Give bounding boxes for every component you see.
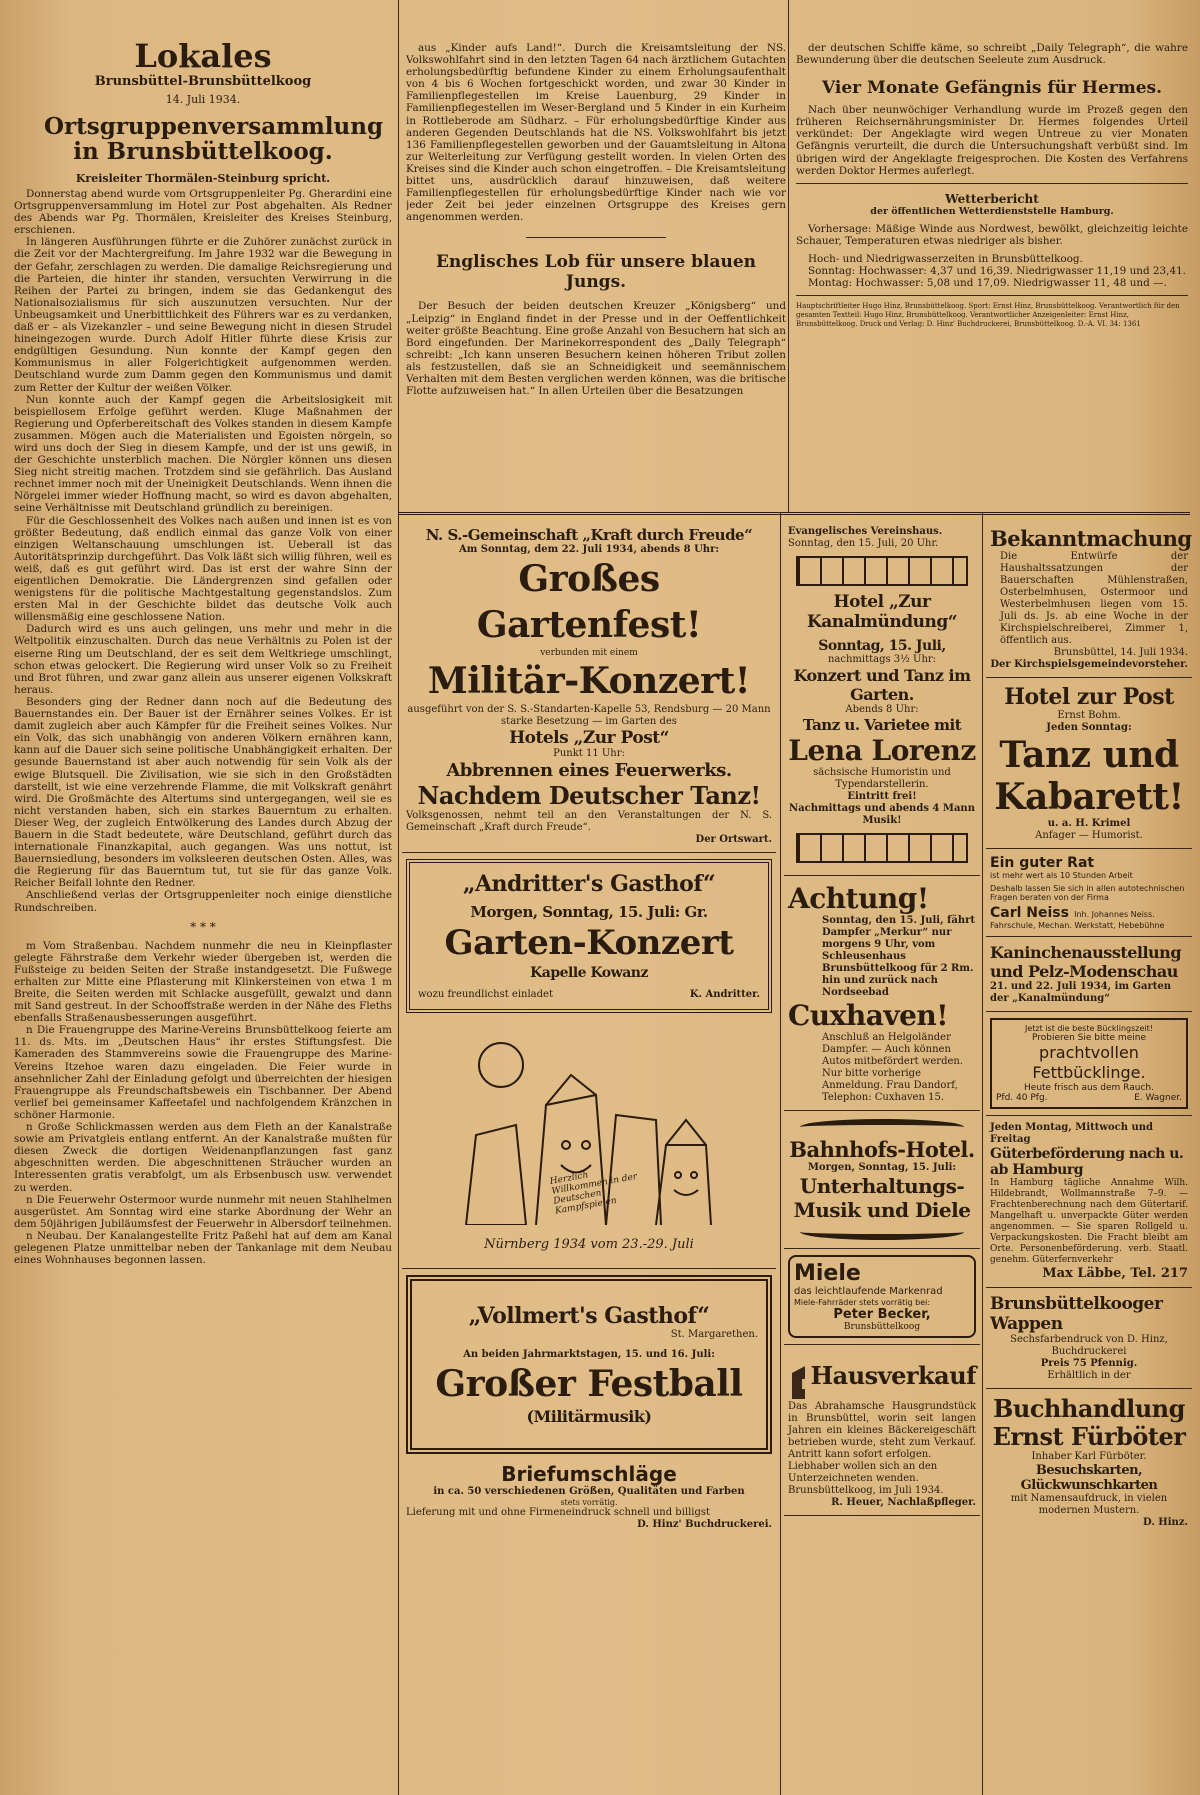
weather-title: Wetterbericht xyxy=(945,191,1039,206)
middle-ads-column xyxy=(402,520,776,1790)
ad-text: Miele-Fahrräder stets vorrätig bei: xyxy=(794,1298,931,1307)
ad-sign: Max Läbbe, Tel. 217 xyxy=(1042,1266,1188,1281)
ad-when: Am Sonntag, dem 22. Juli 1934, abends 8 Uhr: xyxy=(458,544,720,555)
ad-title: Bahnhofs-Hotel. xyxy=(789,1137,975,1162)
illustration-caption: Nürnberg 1934 vom 23.-29. Juli xyxy=(484,1237,694,1252)
ad-title: Großes Gartenfest! xyxy=(476,558,702,646)
ad-text: In Hamburg tägliche Annahme Wilh. Hildebrandt, Wollmannstraße 7–9. — Frachtenberechnung nach dem Gütertarif. Mangelhaft u. unverpackte Güter werden angenommen. — Sie sparen Rollgeld u. Verpackungskosten. Die Fracht bleibt am Orte. Personenbeförderung. verb. Staatl. genehm. Güterfernverkehr xyxy=(990,1178,1188,1265)
nuernberg-illustration xyxy=(402,1019,776,1269)
ornament-arc xyxy=(800,1119,964,1135)
neiss-ad xyxy=(986,849,1192,937)
ad-title: prachtvollen Fettbücklinge. xyxy=(1032,1043,1146,1082)
ad-text: Anschluß an Helgoländer Dampfer. — Auch können Autos mitbefördert werden. Nur bitte vorherige Anmeldung. Frau Dandorf, Telephon: Cuxhaven 15. xyxy=(822,1032,964,1103)
ad-title: Briefumschläge xyxy=(501,1462,677,1486)
ornament-arc xyxy=(800,1224,964,1240)
ad-sub: (Militärmusik) xyxy=(526,1407,652,1426)
ad-owner: Ernst Bohm. xyxy=(1057,710,1121,721)
illustration-greeting: Herzlich Willkommen in der Deutschen Kampfspielen xyxy=(549,1170,638,1217)
news-item: n Die Frauengruppe des Marine-Vereins Brunsbüttelkoog feierte am 11. ds. Mts. im „Deutschen Haus“ ihr erstes Stiftungsfest. Die Kameraden des Stammvereins sowie die Frauengruppe des Marine-Vereins Itzehoe waren dazu eingeladen. Die Feier wurde in ansehnlicher Zahl der Einladung gefolgt und überreichten der hiesigen Frauengruppe als Freundschaftsbeweis ein Tischbanner. Der Abend verlief bei gemeinsamer Kaffeetafel und nachfolgendem Kränzchen in schöner Harmonie. xyxy=(14,1024,392,1121)
ad-sign: Der Kirchspielsgemeindevorsteher. xyxy=(990,659,1188,670)
paragraph: Nun konnte auch der Kampf gegen die Arbeitslosigkeit mit beispiellosem Erfolge geführt werden. Kluge Maßnahmen der Regierung und Opferbereitschaft des Volkes standen in diesem Kampfe zusammen. Mögen auch die Materialisten und Egoisten nörgeln, so wird uns doch der Sieg in diesem Kampfe, und der ist uns gewiß, in der Geschichte unsterblich machen. Die Nörgler können uns diesen Sieg nicht streitig machen. Trotzdem sind sie gefährlich. Das Ausland rechnet immer noch mit der Uneinigkeit Deutschlands. Wenn ihnen die Nörgelei immer wieder Hoffnung macht, so wird es davon abgehalten, seine Verhältnisse mit Deutschland gründlich zu bereinigen. xyxy=(14,393,392,515)
ad-text: ist mehr wert als 10 Stunden Arbeit xyxy=(990,871,1133,880)
ad-text: das leichtlaufende Markenrad xyxy=(794,1286,943,1297)
wappen-ad xyxy=(986,1288,1192,1389)
paragraph: Dadurch wird es uns auch gelingen, uns mehr und mehr in die Weltpolitik einzuschalten. Durch das neue Verhältnis zu Polen ist der eiserne Ring um Deutschland, der es seit dem Weltkriege umschlingt, schon etwas gelockert. Die Regierung wird unser Volk so zu Freiheit und Brot führen, und zwar ganz allein aus unserer eigenen Volkskraft heraus. xyxy=(14,623,392,696)
ad-text: Heute frisch aus dem Rauch. xyxy=(1024,1083,1154,1093)
ad-text: Tanz und Kabarett! xyxy=(994,734,1184,818)
ad-sign: Der Ortswart. xyxy=(695,834,772,845)
tides-monday: Montag: Hochwasser: 5,08 und 17,09. Niedrigwasser 11, 48 und —. xyxy=(808,277,1167,290)
gueterbefoerderung-ad xyxy=(986,1116,1192,1288)
ad-text: Fahrschule, Mechan. Werkstatt, Hebebühne xyxy=(990,921,1165,930)
ad-text: Abbrennen eines Feuerwerks. xyxy=(446,760,732,781)
local-news-column xyxy=(14,38,392,1788)
ad-place: Brunsbüttelkoog xyxy=(843,1322,921,1332)
article-headline: Ortsgruppenversammlung in Brunsbüttelkoog. xyxy=(44,113,384,165)
ad-firm: Carl Neiss xyxy=(990,905,1069,921)
ad-when: Morgen, Sonntag, 15. Juli: Gr. xyxy=(470,903,708,921)
ad-when: Jeden Sonntag: xyxy=(1046,722,1132,733)
paragraph: Donnerstag abend wurde vom Ortsgruppenleiter Pg. Gherardini eine Ortsgruppenversammlung im Hotel zur Post abgehalten. Als Redner des Abends war Pg. Thormälen, Kreisleiter des Kreises Steinburg, erschienen. xyxy=(14,188,392,237)
separator: * * * xyxy=(190,919,216,934)
ad-text: Sechsfarbendruck von D. Hinz, Buchdruckerei xyxy=(1010,1334,1168,1357)
ad-when: Sonntag, den 15. Juli, 20 Uhr. xyxy=(788,538,939,549)
tides-sunday: Sonntag: Hochwasser: 4,37 und 16,39. Niedrigwasser 11,19 und 23,41. xyxy=(808,265,1186,278)
paragraph: Anschließend verlas der Ortsgruppenleiter noch einige dienstliche Rundschreiben. xyxy=(14,889,392,914)
ad-sign: D. Hinz' Buchdruckerei. xyxy=(637,1519,772,1530)
cuxhaven-ad xyxy=(784,876,980,1111)
hotel-zur-post-ad xyxy=(986,678,1192,849)
kanalmuendung-ad xyxy=(784,520,980,876)
ad-text: Punkt 11 Uhr: xyxy=(553,748,625,759)
ad-date: Brunsbüttel, 14. Juli 1934. xyxy=(1053,647,1188,658)
right-top-column xyxy=(796,42,1188,512)
column-divider xyxy=(398,0,399,1795)
article-subhead: Kreisleiter Thormälen-Steinburg spricht. xyxy=(75,172,331,185)
ad-title: Buchhandlung Ernst Fürböter xyxy=(992,1394,1186,1451)
kaninchen-ad xyxy=(986,937,1192,1012)
ad-city: Cuxhaven! xyxy=(788,999,949,1032)
weather-forecast: Vorhersage: Mäßige Winde aus Nordwest, bewölkt, gleichzeitig leichte Schauer, Temperaturen etwas niedriger als bisher. xyxy=(796,222,1188,247)
ad-text: Anfager — Humorist. xyxy=(1035,830,1143,841)
ad-title: Hausverkauf xyxy=(810,1361,976,1390)
ad-title: Bekanntmachung xyxy=(990,526,1192,551)
ad-date: Brunsbüttelkoog, im Juli 1934. xyxy=(788,1485,944,1496)
ad-text: stets vorrätig. xyxy=(560,1498,618,1507)
section-title: Lokales xyxy=(134,38,272,75)
ad-text: wozu freundlichst einladet xyxy=(418,989,553,1000)
news-item: n Große Schlickmassen werden aus dem Fleth an der Kanalstraße sowie am Privatgleis entlang entfernt. An der Kanalstraße mußten für diesen Zweck die dortigen Weidenanpflanzungen fast ganz abgeschnitten werden. Die abgeschnittenen Sträucher wurden an Interessenten gratis verabfolgt, um als Erbsenbusch usw. verwendet zu werden. xyxy=(14,1121,392,1194)
ad-text: Die Entwürfe der Haushaltssatzungen der Bauerschaften Mühlenstraßen, Osterbelmhusen, Ostermoor und Westerbelmhusen liegen vom 15. Juli ds. Js. ab eine Woche in der Kirchspielschreiberei, Zimmer 1, öffentlich aus. xyxy=(1000,551,1188,646)
ad-title: Güterbeförderung nach u. ab Hamburg xyxy=(990,1146,1184,1178)
section-date: 14. Juli 1934. xyxy=(165,93,241,106)
ornament-border xyxy=(796,556,968,586)
article-headline: Vier Monate Gefängnis für Hermes. xyxy=(821,78,1163,99)
bahnhof-hotel-ad xyxy=(784,1111,980,1249)
ad-owner: Inhaber Karl Fürböter. xyxy=(1031,1451,1147,1462)
ad-hotel: Hotels „Zur Post“ xyxy=(509,728,669,748)
ad-text: Deshalb lassen Sie sich in allen autotechnischen Fragen beraten von der Firma xyxy=(990,884,1185,902)
ad-dealer: Peter Becker, xyxy=(833,1307,931,1322)
middle-top-column xyxy=(406,42,786,512)
news-item: n Neubau. Der Kanalangestellte Fritz Paßehl hat auf dem am Kanal gelegenen Platze unmittelbar neben der Tankanlage mit dem Neubau eines Wohnhauses begonnen lassen. xyxy=(14,1229,392,1267)
ad-text: Konzert und Tanz im Garten. xyxy=(793,666,971,704)
ad-hotel: Hotel „Zur Kanalmündung“ xyxy=(806,592,958,632)
miele-logo: Miele xyxy=(794,1261,861,1286)
ad-price: Pfd. 40 Pfg. xyxy=(996,1093,1048,1103)
ad-sign: R. Heuer, Nachlaßpfleger. xyxy=(831,1497,976,1508)
ad-org: N. S.-Gemeinschaft „Kraft durch Freude“ xyxy=(425,526,753,544)
ad-date: Sonntag, 15. Juli, xyxy=(818,638,946,654)
paragraph: In längeren Ausführungen führte er die Zuhörer zunächst zurück in die Zeit vor der Machtergreifung. Im Jahre 1932 war die Bewegung in der Gefahr, zerschlagen zu werden. Die damalige Reichsregierung und die Parteien, die hinter ihr standen, versuchten Verwirrung in die Reihen der Partei zu bringen, indem sie das Gedankengut des Nationalsozialismus für sich auszunutzen versuchten. Nur der Unbeugsamkeit und Unerbittlichkeit des Führers war es zu verdanken, daß er – als Vizekanzler – und seine Bewegung nicht in diesen Strudel hineingezogen wurde. Durch Adolf Hitler führte diese Krisis zur endgültigen Gesundung. Nun konnte der Kampf gegen den Kommunismus in aller Folgerichtigkeit aufgenommen werden. Deutschland wurde zum Damm gegen den Kommunismus und damit zum Retter der Kultur der weißen Völker. xyxy=(14,236,392,394)
ad-text: Nachdem Deutscher Tanz! xyxy=(417,781,761,810)
tides-title: Hoch- und Niedrigwasserzeiten in Brunsbüttelkoog. xyxy=(808,252,1083,265)
ad-text: Volksgenossen, nehmt teil an den Veranstaltungen der N. S. Gemeinschaft „Kraft durch Freude“. xyxy=(406,810,772,833)
ad-title: Militär-Konzert! xyxy=(427,660,751,702)
ad-text: u. a. H. Krimel xyxy=(1047,818,1131,829)
ad-when: Jeden Montag, Mittwoch und Freitag xyxy=(990,1122,1154,1145)
ad-time: Abends 8 Uhr: xyxy=(845,704,919,715)
ad-place: St. Margarethen. xyxy=(670,1329,758,1340)
ad-text: ausgeführt von der S. S.-Standarten-Kapelle 53, Rendsburg — 20 Mann starke Besetzung — im Garten des xyxy=(407,704,771,727)
ad-text: Eintritt frei! xyxy=(847,791,917,802)
ad-text: 21. und 22. Juli 1934, im Garten der „Kanalmündung“ xyxy=(990,981,1172,1004)
paragraph: Besonders ging der Redner dann noch auf die Bedeutung des Bauernstandes ein. Der Bauer ist der Ernährer seines Volkes. Er ist damit zugleich aber auch Kämpfer für die Freiheit seines Volkes. Nur ein Volk, das sich unabhängig von anderen Völkern ernähren kann, kann auf die Dauer sich seine politische Unabhängigkeit erhalten. Der gesunde Bauernstand ist aber auch notwendig für sein Volk als der ewige Blutsquell. Die Zivilisation, wie sie sich in den Großstädten darstellt, ist wie eine verzehrende Flamme, die mit Volkskraft genährt wird. Die Großmächte des Altertums sind untergegangen, weil sie es nicht verstanden haben, sich ein starkes Bauerntum zu erhalten. Dieser Weg, der zugleich Entwölkerung des Landes durch Abzug der Bauern in die Stadt bedeutete, wäre Deutschland, geführt durch das internationale Finanzkapital, auch gegangen. Was uns nottut, ist Bauernsiedlung, besonders im volksleeren deutschen Osten. Alles, was die Regierung für das Bauerntum tut, tut sie für das ganze Volk. Reicher Beifall lohnte den Redner. xyxy=(14,695,392,890)
imprint: Hauptschriftleiter Hugo Hinz, Brunsbüttelkoog. Sport: Ernst Hinz, Brunsbüttelkoog. Verantwortlich für den gesamten Textteil: Hugo Hinz, Brunsbüttelkoog. Verantwortlicher Anzeigenleiter: Ernst Hinz, Brunsbüttelkoog. Druck und Verlag: D. Hinz' Buchdruckerei, Brunsbüttelkoog. D.-A. VI. 34: 1361 xyxy=(796,302,1180,329)
ad-text: Tanz u. Varietee mit xyxy=(802,716,962,734)
kdf-ad xyxy=(402,520,776,853)
ad-sign: K. Andritter. xyxy=(689,989,760,1000)
ad-artist: Lena Lorenz xyxy=(788,734,976,767)
ad-text: verbunden mit einem xyxy=(540,648,638,658)
ad-owner: Inh. Johannes Neiss. xyxy=(1074,910,1155,919)
paragraph: Der Besuch der beiden deutschen Kreuzer „Königsberg“ und „Leipzig“ in England findet in der Presse und in der Oeffentlichkeit weiter größte Beachtung. Eine große Anzahl von Besuchern hat sich an Bord eingefunden. Der Marinekorrespondent des „Daily Telegraph“ schreibt: „Ich kann unseren Besuchern keinen höheren Tribut zollen als festzustellen, daß sie an Schneidigkeit und seemännischem Verhalten mit dem Besten verglichen werden können, was die britische Flotte aufzuweisen hat.“ In allen Urteilen über die Besatzungen xyxy=(406,300,786,398)
ad-when: An beiden Jahrmarktstagen, 15. und 16. Juli: xyxy=(463,1349,715,1360)
envelope-ad xyxy=(402,1460,776,1533)
ad-time: nachmittags 3½ Uhr: xyxy=(827,654,937,665)
ad-text: Unterhaltungs-Musik und Diele xyxy=(793,1174,971,1222)
paragraph: aus „Kinder aufs Land!“. Durch die Kreisamtsleitung der NS. Volkswohlfahrt sind in den letzten Tagen 64 nach ärztlichem Gutachten erholungsbedürftig befundene Kinder zu einem Erholungsaufenthalt von 4 bis 6 Wochen fortgeschickt worden, und zwar 30 Kinder in Familienpflegestellen im Kreise Lauenburg, 29 Kinder in Familienpflegestellen im Weser-Bergland und 5 Kinder in ein Kurheim in Rottleberode am Südharz. – Für erholungsbedürftige Kinder aus anderen Gegenden Deutschlands hat die NS. Volkswohlfahrt bis jetzt 136 Familienpflegestellen geworben und der Gauamtsleitung in Altona zur Weiterleitung zur Verfügung gestellt worden. In vielen Orten des Kreises sind die Kinder auch schon eingetroffen. – Die Kreisamtsleitung bittet uns, ausdrücklich darauf hinzuweisen, daß weitere Familienpflegestellen für erholungsbedürftige Kinder nach wie vor jeder Zeit bei jeder einzelnen Ortsgruppe des Kreises gern angenommen werden. xyxy=(406,42,786,224)
ad-when: Morgen, Sonntag, 15. Juli: xyxy=(807,1162,957,1173)
news-item: n Die Feuerwehr Ostermoor wurde nunmehr mit neuen Stahlhelmen ausgerüstet. Am Sonntag wird eine starke Abordnung der Wehr an dem 50jährigen Jubiläumsfest der Feuerwehr in Albersdorf teilnehmen. xyxy=(14,1193,392,1230)
column-divider xyxy=(982,512,983,1795)
ad-text: Nachmittags und abends 4 Mann Musik! xyxy=(789,803,975,826)
ad-title: Ein guter Rat xyxy=(990,855,1095,871)
ad-text: Besuchskarten, Glückwunschkarten xyxy=(1020,1463,1158,1493)
column-divider xyxy=(788,0,789,512)
article-headline: Englisches Lob für unsere blauen Jungs. xyxy=(435,252,757,293)
vollmert-ad xyxy=(406,1275,772,1454)
ad-band: Kapelle Kowanz xyxy=(530,965,648,981)
ad-text: in ca. 50 verschiedenen Größen, Qualitäten und Farben xyxy=(433,1486,745,1497)
paragraph: der deutschen Schiffe käme, so schreibt „Daily Telegraph“, die wahre Bewunderung über die deutschen Seeleute zum Ausdruck. xyxy=(796,42,1188,67)
house-icon xyxy=(788,1351,805,1401)
ad-text: Probieren Sie bitte meine xyxy=(1032,1033,1146,1043)
ad-text: Das Abrahamsche Hausgrundstück in Brunsbüttel, worin seit langen Jahren ein kleines Bäckereigeschäft betrieben wurde, steht zum Verkauf. Antritt kann sofort erfolgen. xyxy=(788,1401,976,1460)
paragraph: Nach über neunwöchiger Verhandlung wurde im Prozeß gegen den früheren Reichsernährungsminister Dr. Hermes folgendes Urteil verkündet: Der Angeklagte wird wegen Untreue zu vier Monaten Gefängnis verurteilt, die durch die Untersuchungshaft verbüßt sind. Im übrigen wird der Angeklagte freigesprochen. Die Kosten des Verfahrens werden Doktor Hermes auferlegt. xyxy=(796,104,1188,177)
ad-title: Achtung! xyxy=(788,882,929,915)
ad-sign: D. Hinz. xyxy=(1143,1517,1188,1528)
miele-ad xyxy=(784,1249,980,1345)
ad-sign: E. Wagner. xyxy=(1134,1093,1182,1103)
ad-title: Kaninchenausstellung und Pelz-Modenschau xyxy=(990,943,1181,981)
paragraph: Für die Geschlossenheit des Volkes nach außen und innen ist es von größter Bedeutung, daß endlich einmal das ganze Volk von einer einzigen Weltanschauung umschlungen ist. Ueberall ist das Autoritätsprinzip durchgeführt. Das Volk läßt sich willig führen, weil es weiß, daß es gut geführt wird. Das ist erst der wahre Sinn der eigentlichen Demokratie. Die Ländergrenzen sind gefallen oder wenigstens für die politische Machtgestaltung gegenstandslos. Zum ersten Mal in der Geschichte bildet das deutsche Volk auch willensmäßig eine geschlossene Nation. xyxy=(14,514,392,624)
buchhandlung-ad xyxy=(986,1389,1192,1535)
ad-text: mit Namensaufdruck, in vielen modernen Mustern. xyxy=(1010,1493,1168,1516)
ornament-border xyxy=(796,833,968,863)
ad-text: sächsische Humoristin und Typendarstellerin. xyxy=(813,767,951,790)
ad-title: Brunsbüttelkooger Wappen xyxy=(990,1294,1163,1334)
ad-text: Lieferung mit und ohne Firmeneindruck schnell und billigst xyxy=(406,1507,711,1518)
ad-price: Preis 75 Pfennig. xyxy=(1040,1358,1138,1369)
bekanntmachung-ad xyxy=(986,520,1192,678)
news-item: m Vom Straßenbau. Nachdem nunmehr die neu in Kleinpflaster gelegte Fährstraße dem Verkehr wieder übergeben ist, werden die Fußsteige zu beiden Seiten der Straße instandgesetzt. Die Fußwege erhalten zur Mitte eine Pflasterung mit Klinkersteinen von etwa 1 m Breite, die Seiten werden mit Schlacke ausgefüllt, gewalzt und dann mit Sand gestreut. In der Schooffstraße werden in der Nähe des Fleths ebenfalls Straßenausbesserungen ausgeführt. xyxy=(14,939,392,1025)
ad-text: Sonntag, den 15. Juli, fährt Dampfer „Merkur“ nur morgens 9 Uhr, vom Schleusenhaus Brunsbüttelkoog für 2 Rm. hin und zurück nach Nordseebad xyxy=(822,915,975,998)
ad-text: Jetzt ist die beste Bücklingszeit! xyxy=(1025,1024,1153,1033)
weather-subtitle: der öffentlichen Wetterdienststelle Hamburg. xyxy=(870,205,1114,217)
ad-title: Garten-Konzert xyxy=(444,923,734,963)
buecklinge-ad xyxy=(986,1012,1192,1116)
hausverkauf-ad xyxy=(784,1345,980,1516)
column-divider xyxy=(780,512,781,1795)
right-ads-column-a xyxy=(784,520,980,1790)
ad-text: Liebhaber wollen sich an den Unterzeichneten wenden. xyxy=(788,1461,938,1484)
right-ads-column-b xyxy=(986,520,1192,1790)
section-divider xyxy=(398,512,1190,515)
ad-title: Hotel zur Post xyxy=(1004,684,1174,710)
section-place: Brunsbüttel-Brunsbüttelkoog xyxy=(94,74,312,89)
ad-name: „Andritter's Gasthof“ xyxy=(462,871,716,897)
ad-org: Evangelisches Vereinshaus. xyxy=(788,526,943,537)
ad-title: Großer Festball xyxy=(435,1363,743,1405)
ad-name: „Vollmert's Gasthof“ xyxy=(468,1303,710,1329)
andritter-ad xyxy=(406,859,772,1013)
ad-text: Erhältlich in der xyxy=(1047,1370,1131,1381)
